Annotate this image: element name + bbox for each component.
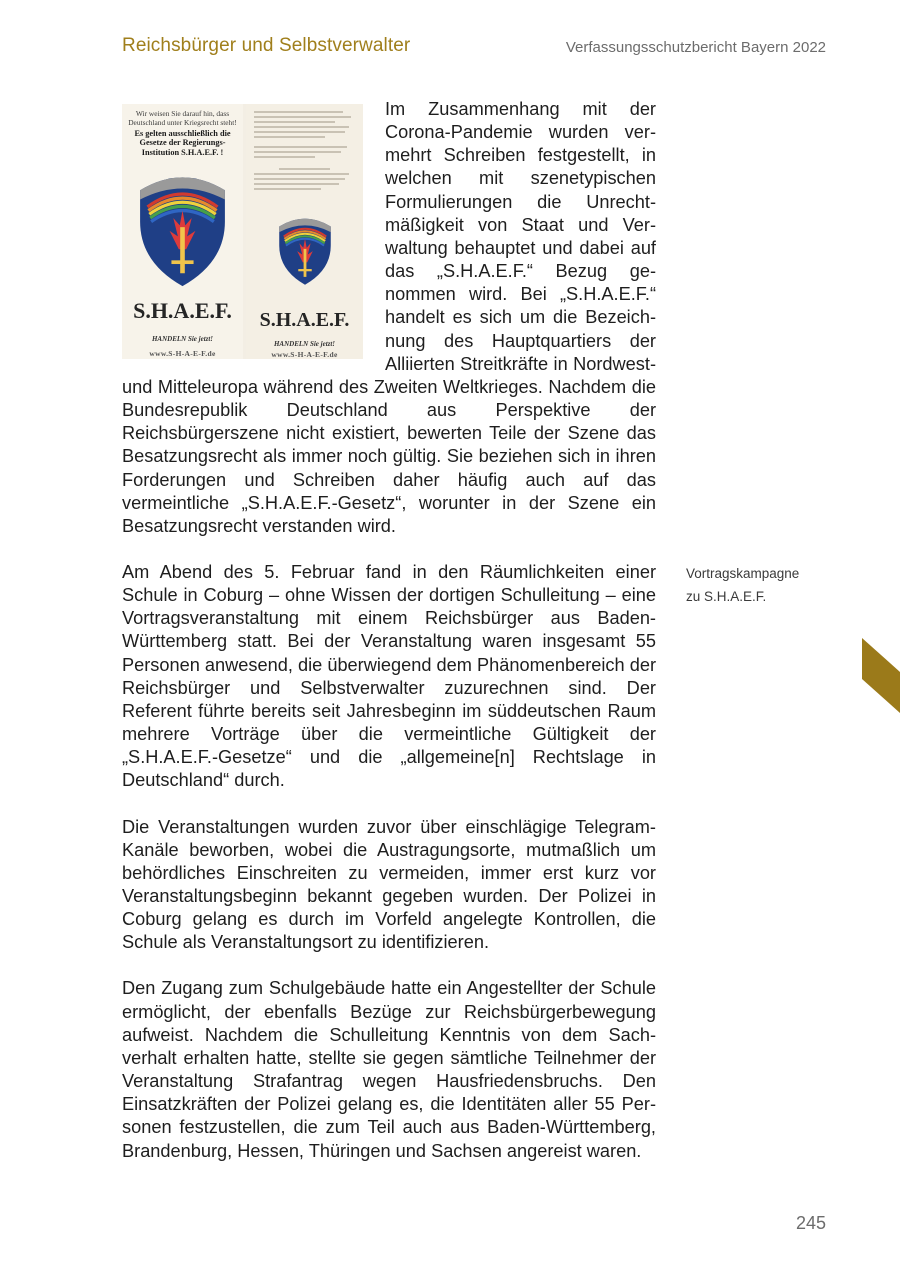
flyer-emblem-label-small: S.H.A.E.F. xyxy=(259,309,350,331)
paragraph-shaef-intro: Im Zusammenhang mit der Corona-Pandemie wurden vermehrt Schreiben festgestellt, in welchen mit szenetypischen Formulierungen die Unrechtmäßigkeit von Staat und Verwaltung behauptet und dabei auf das „S.H.A.E.F.“ Bezug genommen wird. Bei „S.H.A.E.F.“ handelt es sich um die Bezeichnung des Hauptquartiers der Alliierten Streitkräfte in Nordwest- und Mitteleuropa während des Zweiten Weltkrieges. Nachdem die Bundesrepublik Deutschland aus Perspektive der Reichsbürgerszene nicht existiert, bewerten Teile der Szene das Besatzungsrecht als immer noch gültig. Sie beziehen sich in ihren Forderungen und Schreiben daher häufig auch auf das vermeintliche „S.H.A.E.F.-Gesetz“, worunter in der Szene ein Besatzungsrecht verstanden wird. xyxy=(122,99,656,536)
margin-note xyxy=(686,562,799,608)
flyer-website: www.S-H-A-E-F.de xyxy=(149,349,216,358)
flyer-slogan-small: HANDELN Sie jetzt! xyxy=(273,340,336,348)
flyer-headline-block xyxy=(122,104,243,157)
chapter-tab-marker xyxy=(862,638,900,713)
margin-note-line1: Vortragskampagne xyxy=(686,566,800,581)
flyer-emblem-label: S.H.A.E.F. xyxy=(133,298,232,323)
flyer-headline: Es gelten ausschließlich die Gesetze der Regierungs-Institution S.H.A.E.F. ! xyxy=(134,129,231,157)
main-text-column xyxy=(122,98,656,1163)
flyer-panel-left xyxy=(122,104,243,359)
shaef-shield-small-icon xyxy=(277,214,333,286)
paragraph-telegram-promotion: Die Veranstaltungen wurden zuvor über einschlägige Telegram-Kanäle beworben, wobei die Austragungsorte, mutmaßlich um behördliches Einschreiten zu vermeiden, immer erst kurz vor Veranstaltungsbeginn bekannt gegeben wurden. Der Polizei in Coburg gelang es durch im Vorfeld angelegte Kontrollen, die Schule als Veranstaltungsort zu identifizieren. xyxy=(122,816,656,953)
flyer-slogan: HANDELN Sie jetzt! xyxy=(151,335,214,343)
shaef-shield-icon xyxy=(136,170,229,288)
flyer-intro: Wir weisen Sie darauf hin, dass Deutschland unter Kriegsrecht steht! xyxy=(128,109,237,127)
page-number: 245 xyxy=(795,1213,826,1233)
shaef-flyer-image xyxy=(122,104,363,359)
flyer-panel-right xyxy=(246,104,363,359)
flyer-small-print xyxy=(246,104,363,190)
paragraph-coburg-event: Am Abend des 5. Februar fand in den Räumlichkeiten einer Schule in Coburg – ohne Wissen der dortigen Schulleitung – eine Vortragsveranstaltung mit einem Reichsbürger aus Baden-Württemberg statt. Bei der Veranstaltung waren insgesamt 55 Personen anwesend, die überwiegend dem Phänomenbereich der Reichsbürger und Selbstverwalter zuzurechnen sind. Der Referent führte bereits seit Jahresbeginn im süddeutschen Raum mehrere Vorträge über die vermeintliche Gültigkeit der „S.H.A.E.F.-Gesetze“ und die „allgemeine[n] Rechtslage in Deutschland“ durch. xyxy=(122,561,656,791)
paragraph-school-access: Den Zugang zum Schulgebäude hatte ein Angestellter der Schule ermöglicht, der ebenfalls Bezüge zur Reichsbürgerbewegung aufweist. Nachdem die Schulleitung Kenntnis von dem Sachverhalt erhalten hatte, stellte sie gegen sämtliche Teilnehmer der Veranstaltung Strafantrag wegen Hausfriedensbruchs. Den Einsatzkräften der Polizei gelang es, die Identitäten aller 55 Personen festzustellen, die zum Teil auch aus Baden-Württemberg, Brandenburg, Hessen, Thüringen und Sachsen angereist waren. xyxy=(122,978,656,1161)
publication-title: Verfassungsschutzbericht Bayern 2022 xyxy=(565,39,826,56)
flyer-website-small: www.S-H-A-E-F.de xyxy=(271,350,338,359)
margin-note-line2: zu S.H.A.E.F. xyxy=(686,589,767,604)
section-title: Reichsbürger und Selbstverwalter xyxy=(122,35,411,56)
